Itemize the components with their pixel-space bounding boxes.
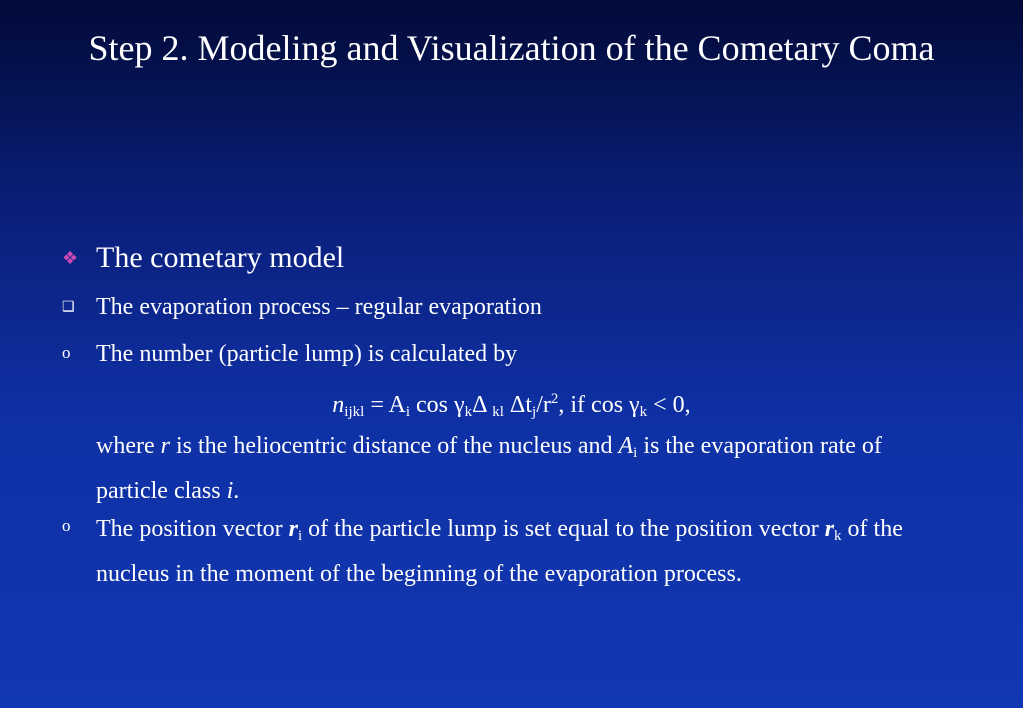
formula-part: < 0, [647,392,691,418]
formula-sub: k [464,404,473,420]
formula-part: , if cos γ [558,392,640,418]
formula-sub: ijkl [344,404,365,420]
where-sub: i [633,445,638,461]
point-evaporation: The evaporation process – regular evaporation [96,294,542,320]
slide-title: Step 2. Modeling and Visualization of the Cometary Coma [88,28,935,68]
formula [0,383,1023,428]
point3-part: The position vector [96,516,289,542]
section-heading: The cometary model [96,241,345,274]
formula-sup: 2 [550,391,559,407]
point3-var-r: r [288,516,298,542]
point-number: The number (particle lump) is calculated by [96,341,518,367]
where-part: is the evaporation rate of particle class [96,433,882,504]
formula-part: /r [536,392,551,418]
point3-var-r: r [824,516,835,542]
where-text [96,427,926,510]
point3-part: of the nucleus in the moment of the beginning of the evaporation process. [96,516,903,587]
point-position-vector [96,510,956,593]
formula-part: = A [364,392,406,418]
where-var-i: i [226,478,234,504]
where-var-A: A [618,433,634,459]
circle-bullet-icon: o [62,343,71,362]
where-part: . [233,478,240,504]
where-var-r: r [160,433,170,459]
formula-sub: kl [492,404,504,420]
formula-sub: i [405,404,411,420]
formula-part: Δt [503,392,533,418]
formula-sub: j [532,404,537,420]
where-part: is the heliocentric distance of the nucleus and [169,433,619,459]
square-bullet-icon: ❑ [62,300,75,315]
diamond-cluster-icon: ❖ [62,248,79,268]
where-part: where [96,433,161,459]
formula-sub: k [639,404,648,420]
point3-sub: i [297,528,303,544]
point3-sub: k [834,528,842,544]
formula-part: Δ [472,392,493,418]
point3-part: of the particle lump is set equal to the position vector [302,516,825,542]
formula-part: cos γ [410,392,465,418]
formula-n: n [332,392,345,418]
circle-bullet-icon: o [62,516,71,535]
